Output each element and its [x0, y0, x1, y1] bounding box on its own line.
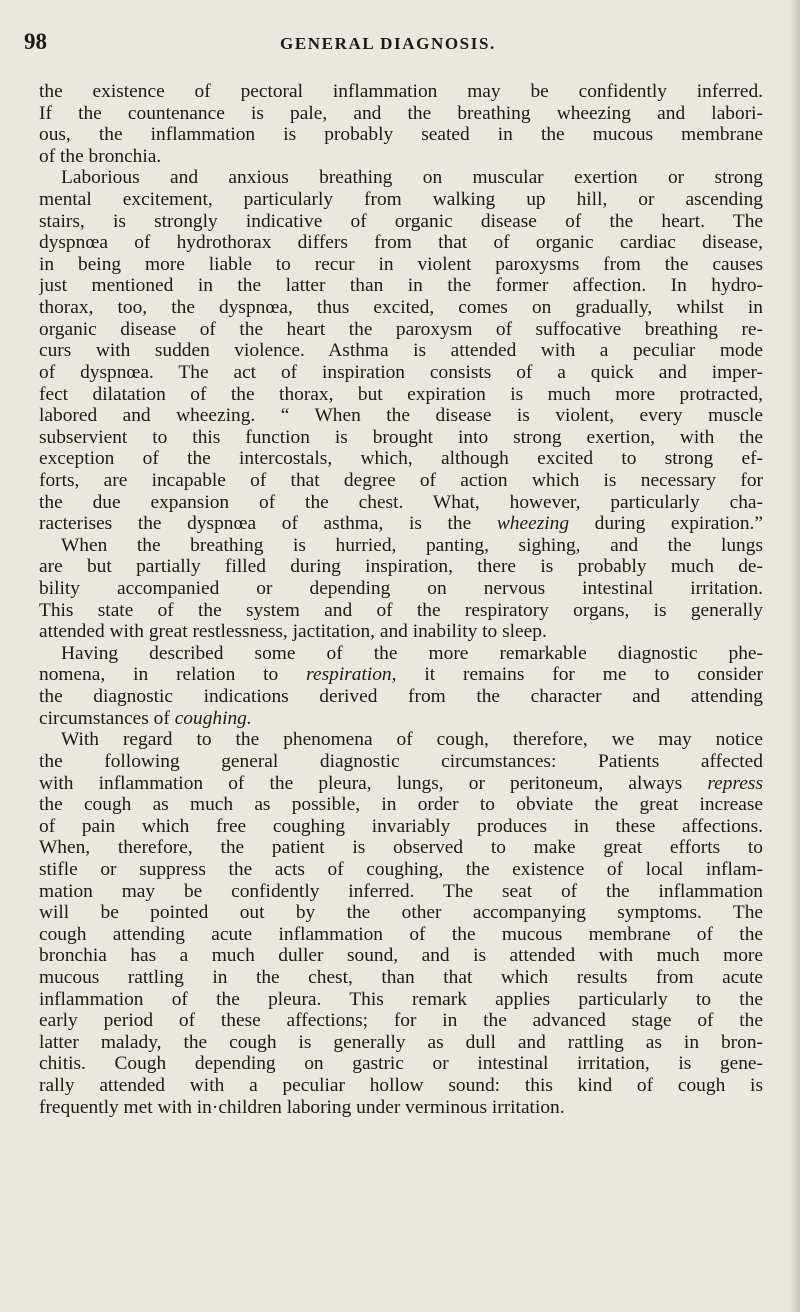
page-header — [24, 28, 744, 58]
line-text: in being more liable to recur in violent paroxysms from the causes — [39, 253, 763, 275]
italic-term: repress — [707, 772, 763, 794]
line-text: early period of these affections; for in the advanced stage of the — [39, 1010, 763, 1032]
text-line — [39, 189, 763, 211]
text-line — [39, 254, 763, 276]
line-text: bility accompanied or depending on nervous intestinal irritation. — [39, 578, 763, 600]
line-text: mucous rattling in the chest, than that which results from acute — [39, 966, 763, 988]
line-text: frequently met with in·children laboring under verminous irritation. — [39, 1096, 565, 1118]
text-line — [39, 146, 763, 168]
text-line — [39, 664, 763, 686]
text-line — [39, 384, 763, 406]
text-line — [39, 773, 763, 795]
line-text: of pain which free coughing invariably produces in these affections. — [39, 815, 763, 837]
line-text: curs with sudden violence. Asthma is attended with a peculiar mode — [39, 340, 763, 362]
text-line — [39, 708, 763, 730]
text-line — [39, 427, 763, 449]
line-text: nomena, in relation to — [39, 664, 279, 686]
line-text-after: it remains for me to consider — [396, 664, 763, 686]
line-text: chitis. Cough depending on gastric or intestinal irritation, is gene- — [39, 1053, 763, 1075]
line-text: rally attended with a peculiar hollow sound: this kind of cough is — [39, 1075, 763, 1097]
line-text: the following general diagnostic circumstances: Patients affected — [39, 750, 763, 772]
line-text: This state of the system and of the respiratory organs, is generally — [39, 599, 763, 621]
italic-term: respiration, — [306, 664, 397, 686]
text-line — [39, 1097, 763, 1119]
text-line — [39, 859, 763, 881]
text-line — [39, 578, 763, 600]
text-line — [39, 837, 763, 859]
italic-term: coughing. — [174, 707, 252, 729]
line-text: of dyspnœa. The act of inspiration consists of a quick and imper- — [39, 361, 763, 383]
line-text: dyspnœa of hydrothorax differs from that of organic cardiac disease, — [39, 232, 763, 254]
text-line — [39, 319, 763, 341]
text-line — [39, 492, 763, 514]
page-number: 98 — [24, 29, 47, 54]
text-line — [39, 405, 763, 427]
line-text: the cough as much as possible, in order to obviate the great increase — [39, 794, 763, 816]
text-line — [39, 729, 763, 751]
text-line — [39, 967, 763, 989]
text-line — [39, 340, 763, 362]
line-text: attended with great restlessness, jactitation, and inability to sleep. — [39, 621, 547, 643]
text-line — [39, 902, 763, 924]
text-line — [39, 1075, 763, 1097]
text-line — [39, 794, 763, 816]
line-text: with inflammation of the pleura, lungs, or peritoneum, always — [39, 772, 683, 794]
line-text: latter malady, the cough is generally as dull and rattling as in bron- — [39, 1031, 763, 1053]
body-text — [39, 81, 763, 1118]
line-text: inflammation of the pleura. This remark applies particularly to the — [39, 988, 763, 1010]
text-line — [39, 470, 763, 492]
text-line — [39, 124, 763, 146]
line-text: thorax, too, the dyspnœa, thus excited, comes on gradually, whilst in — [39, 297, 763, 319]
line-text: the due expansion of the chest. What, however, particularly cha- — [39, 491, 763, 513]
text-line — [39, 621, 763, 643]
text-line — [39, 643, 763, 665]
text-line — [39, 989, 763, 1011]
text-line — [39, 881, 763, 903]
text-line — [39, 211, 763, 233]
line-text: When the breathing is hurried, panting, sighing, and the lungs — [61, 534, 763, 556]
line-text: Laborious and anxious breathing on muscular exertion or strong — [61, 167, 763, 189]
text-line — [39, 556, 763, 578]
line-text: the diagnostic indications derived from the character and attending — [39, 686, 763, 708]
text-line — [39, 297, 763, 319]
text-line — [39, 535, 763, 557]
text-line — [39, 448, 763, 470]
text-line — [39, 600, 763, 622]
text-line — [39, 816, 763, 838]
line-text: racterises the dyspnœa of asthma, is the — [39, 513, 472, 535]
running-head: GENERAL DIAGNOSIS. — [280, 34, 496, 53]
text-line — [39, 362, 763, 384]
line-text: labored and wheezing. “ When the disease is violent, every muscle — [39, 405, 763, 427]
line-text: mation may be confidently inferred. The seat of the inflammation — [39, 880, 763, 902]
line-text-after: during expiration.” — [569, 513, 763, 535]
text-line — [39, 1010, 763, 1032]
text-line — [39, 81, 763, 103]
line-text: cough attending acute inflammation of the mucous membrane of the — [39, 923, 763, 945]
text-line — [39, 945, 763, 967]
text-line — [39, 232, 763, 254]
line-text: When, therefore, the patient is observed to make great efforts to — [39, 837, 763, 859]
text-line — [39, 1053, 763, 1075]
line-text: ous, the inflammation is probably seated in the mucous membrane — [39, 124, 763, 146]
page-edge-shadow — [790, 0, 800, 1312]
text-line — [39, 167, 763, 189]
line-text: exception of the intercostals, which, although excited to strong ef- — [39, 448, 763, 470]
line-text: organic disease of the heart the paroxysm of suffocative breathing re- — [39, 318, 763, 340]
line-text: subservient to this function is brought into strong exertion, with the — [39, 426, 763, 448]
line-text: will be pointed out by the other accompanying symptoms. The — [39, 902, 763, 924]
line-text: stifle or suppress the acts of coughing, the existence of local inflam- — [39, 858, 763, 880]
text-line — [39, 513, 763, 535]
line-text: fect dilatation of the thorax, but expiration is much more protracted, — [39, 383, 763, 405]
text-line — [39, 686, 763, 708]
line-text: forts, are incapable of that degree of action which is necessary for — [39, 469, 763, 491]
line-text: bronchia has a much duller sound, and is attended with much more — [39, 945, 763, 967]
text-line — [39, 275, 763, 297]
line-text: stairs, is strongly indicative of organic disease of the heart. The — [39, 210, 763, 232]
text-line — [39, 1032, 763, 1054]
line-text: mental excitement, particularly from walking up hill, or ascending — [39, 189, 763, 211]
text-line — [39, 924, 763, 946]
line-text: circumstances of — [39, 707, 170, 729]
italic-term: wheezing — [496, 513, 570, 535]
line-text: of the bronchia. — [39, 145, 162, 167]
line-text: are but partially filled during inspiration, there is probably much de- — [39, 556, 763, 578]
line-text: If the countenance is pale, and the breathing wheezing and labori- — [39, 102, 763, 124]
line-text: Having described some of the more remarkable diagnostic phe- — [61, 642, 763, 664]
text-line — [39, 751, 763, 773]
text-line — [39, 103, 763, 125]
line-text: the existence of pectoral inflammation may be confidently inferred. — [39, 81, 763, 102]
line-text: just mentioned in the latter than in the former affection. In hydro- — [39, 275, 763, 297]
line-text: With regard to the phenomena of cough, therefore, we may notice — [61, 729, 763, 751]
